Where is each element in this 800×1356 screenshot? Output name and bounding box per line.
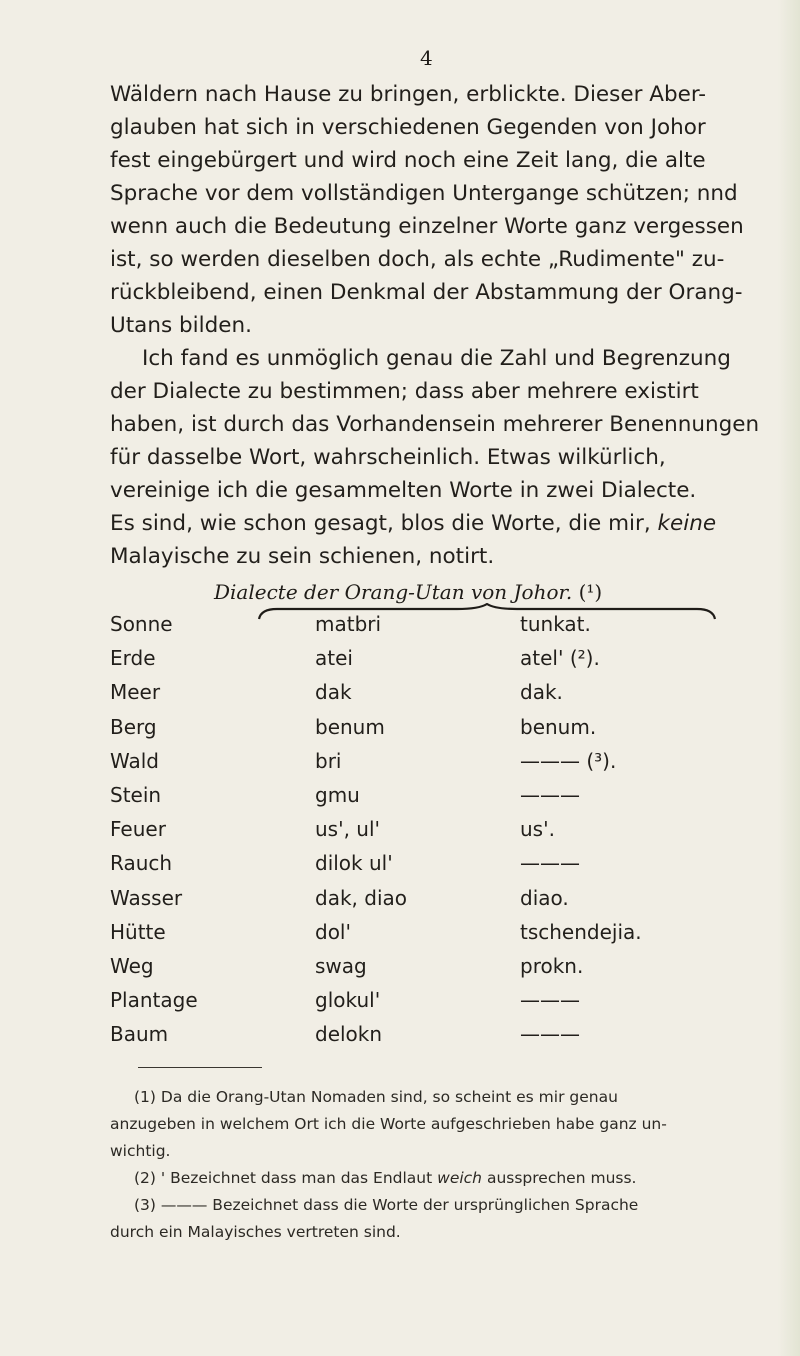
footnote-line: anzugeben in welchem Ort ich die Worte aufgeschrieben habe ganz un-	[110, 1115, 667, 1133]
footnotes	[110, 1084, 800, 1246]
dialect-a-word: dak, diao	[315, 885, 407, 910]
body-line	[110, 507, 800, 540]
table-row	[110, 680, 750, 714]
german-word: Berg	[110, 714, 157, 739]
body-line: glauben hat sich in verschiedenen Gegenden von Johor	[110, 115, 706, 140]
footnote-suffix: aussprechen muss.	[486, 1169, 637, 1187]
dialect-b-word: us'.	[520, 817, 555, 842]
dialect-b-word: ———	[520, 1022, 580, 1047]
dialect-a-word: swag	[315, 953, 367, 978]
table-row	[110, 988, 750, 1022]
german-word: Wasser	[110, 885, 183, 910]
table-row	[110, 851, 750, 885]
body-line: Wäldern nach Hause zu bringen, erblickte. Dieser Aber-	[110, 82, 707, 107]
dialect-a-word: benum	[315, 714, 385, 739]
dialect-b-word: ———	[520, 988, 580, 1013]
body-line-prefix: Es sind, wie schon gesagt, blos die Worte, die mir,	[110, 511, 651, 536]
dialect-a-word: dol'	[315, 919, 351, 944]
german-word: Feuer	[110, 817, 166, 842]
german-word: Baum	[110, 1022, 169, 1047]
dialect-a-word: delokn	[315, 1022, 383, 1047]
emphasis-word: weich	[437, 1169, 483, 1187]
dialect-a-word: us', ul'	[315, 817, 381, 842]
body-text	[110, 78, 800, 573]
body-line: für dasselbe Wort, wahrscheinlich. Etwas wilkürlich,	[110, 445, 666, 470]
german-word: Meer	[110, 680, 161, 705]
german-word: Stein	[110, 782, 162, 807]
footnote-line: durch ein Malayisches vertreten sind.	[110, 1223, 401, 1241]
page-edge-stain	[778, 0, 800, 1356]
vocabulary-table	[110, 612, 750, 1056]
dialect-b-word: dak.	[520, 680, 563, 705]
page-number: 4	[420, 46, 433, 70]
footnote-line: (3) ——— Bezeichnet dass die Worte der ursprünglichen Sprache	[134, 1196, 639, 1214]
dialect-a-word: bri	[315, 748, 342, 773]
dialect-a-word: matbri	[315, 612, 382, 636]
dialect-b-word: atel' (²).	[520, 646, 600, 671]
dialect-b-word: diao.	[520, 885, 569, 910]
table-title-text: Dialecte der Orang-Utan von Johor.	[214, 580, 573, 604]
body-line: wenn auch die Bedeutung einzelner Worte ganz vergessen	[110, 214, 744, 239]
table-row	[110, 817, 750, 851]
footnote-line: wichtig.	[110, 1142, 171, 1160]
body-line: Ich fand es unmöglich genau die Zahl und Begrenzung	[142, 346, 731, 371]
body-line: fest eingebürgert und wird noch eine Zeit lang, die alte	[110, 148, 706, 173]
german-word: Plantage	[110, 988, 198, 1013]
footnote-divider	[138, 1067, 262, 1068]
dialect-a-word: dak	[315, 680, 352, 705]
table-title-footnote-ref: (¹)	[578, 580, 603, 604]
dialect-b-word: ———	[520, 782, 580, 807]
german-word: Rauch	[110, 851, 173, 876]
german-word: Weg	[110, 953, 154, 978]
table-row	[110, 954, 750, 988]
dialect-b-word: ———	[520, 851, 580, 876]
dialect-b-word: tunkat.	[520, 612, 591, 636]
german-word: Wald	[110, 748, 160, 773]
body-line: haben, ist durch das Vorhandensein mehrerer Benennungen	[110, 412, 760, 437]
table-row	[110, 646, 750, 680]
dialect-b-word: prokn.	[520, 953, 584, 978]
table-row	[110, 886, 750, 920]
table-row	[110, 749, 750, 783]
table-title	[214, 580, 602, 604]
body-line: Sprache vor dem vollständigen Untergange schützen; nnd	[110, 181, 738, 206]
german-word: Sonne	[110, 612, 173, 636]
german-word: Erde	[110, 646, 156, 671]
dialect-b-word: benum.	[520, 714, 597, 739]
footnote-line: (1) Da die Orang-Utan Nomaden sind, so scheint es mir genau	[134, 1088, 618, 1106]
body-line: der Dialecte zu bestimmen; dass aber mehrere existirt	[110, 379, 699, 404]
body-line: vereinige ich die gesammelten Worte in zwei Dialecte.	[110, 478, 697, 503]
body-line: Malayische zu sein schienen, notirt.	[110, 544, 495, 569]
body-line: Utans bilden.	[110, 313, 252, 338]
dialect-a-word: gmu	[315, 782, 360, 807]
dialect-a-word: atei	[315, 646, 353, 671]
dialect-b-word: ——— (³).	[520, 748, 617, 773]
body-line: rückbleibend, einen Denkmal der Abstammung der Orang-	[110, 280, 743, 305]
table-row	[110, 612, 750, 646]
table-row	[110, 920, 750, 954]
footnote-line	[110, 1165, 800, 1192]
table-row	[110, 715, 750, 749]
dialect-b-word: tschendejia.	[520, 919, 642, 944]
table-row	[110, 783, 750, 817]
table-row	[110, 1022, 750, 1056]
emphasis-word: keine	[657, 511, 717, 536]
dialect-a-word: dilok ul'	[315, 851, 393, 876]
body-line: ist, so werden dieselben doch, als echte „Rudimente" zu-	[110, 247, 725, 272]
footnote-prefix: (2) ' Bezeichnet dass man das Endlaut	[134, 1169, 433, 1187]
dialect-a-word: glokul'	[315, 988, 381, 1013]
german-word: Hütte	[110, 919, 166, 944]
